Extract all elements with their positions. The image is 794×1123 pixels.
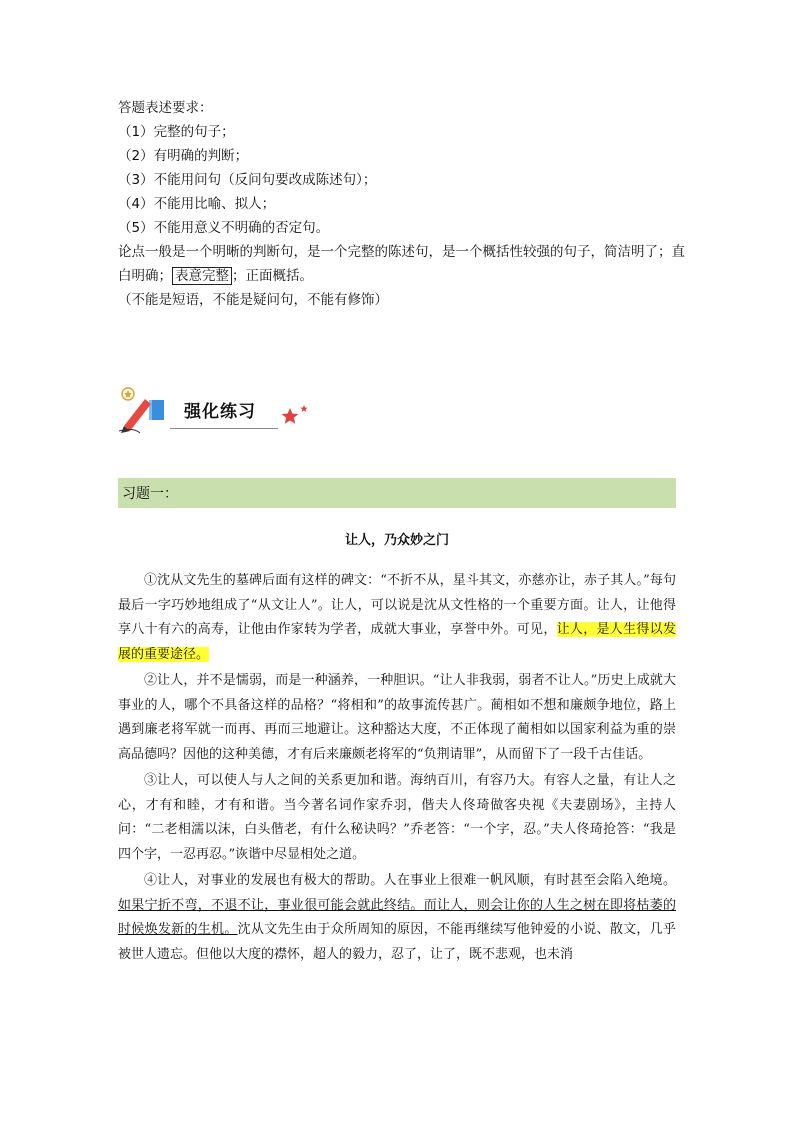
section-title: 强化练习 (184, 402, 256, 422)
p1-highlight: 让人，是人生得以发展的重要途径。 (118, 622, 676, 662)
requirements-heading: 答题表述要求： (118, 100, 213, 116)
p4-underlined: 如果宁折不弯，不退不让，事业很可能会就此终结。而让人，则会让你的人生之树在即将枯萎的时候焕发新的生机。 (118, 897, 676, 937)
article-body (118, 569, 676, 969)
summary-boxed-term: 表意完整 (172, 267, 232, 285)
requirement-item-5: （5）不能用意义不明确的否定句。 (118, 220, 330, 236)
answer-requirements (118, 96, 688, 312)
exercise-label: 习题一： (122, 486, 178, 502)
article-title: 让人，乃众妙之门 (344, 533, 449, 548)
article-paragraph-2: ②让人，并不是懦弱，而是一种涵养，一种胆识。“让人非我弱，弱者不让人。”历史上成就大事业的人，哪个不具备这样的品格？“将相和”的故事流传甚广。蔺相如不想和廉颇争地位，路上遇到廉老将军就一而再、再而三地避让。这种豁达大度，不正体现了蔺相如以国家利益为重的崇高品德吗？因他的这种美德，才有后来廉颇老将军的“负荆请罪”，从而留下了一段千古佳话。 (118, 673, 676, 762)
article-paragraph-3: ③让人，可以使人与人之间的关系更加和谐。海纳百川，有容乃大。有容人之量，有让人之心，才有和睦，才有和谐。当今著名词作家乔羽，偕夫人佟琦做客央视《夫妻剧场》，主持人问：“二老相濡以沫，白头偕老，有什么秘诀吗？”乔老答：“一个字，忍。”夫人佟琦抢答：“我是四个字，一忍再忍。”诙谐中尽显相处之道。 (118, 773, 676, 862)
section-heading (118, 385, 338, 435)
p4-text-a: ④让人，对事业的发展也有极大的帮助。人在事业上很难一帆风顺，有时甚至会陷入绝境。 (144, 873, 676, 888)
heading-underline (170, 428, 278, 429)
article-paragraph-1 (118, 569, 676, 667)
requirements-note: （不能是短语，不能是疑问句，不能有修饰） (118, 292, 388, 308)
requirement-item-2: （2）有明确的判断； (118, 148, 249, 164)
article-paragraph-4 (118, 869, 676, 967)
exercise-banner (118, 478, 676, 508)
requirement-item-3: （3）不能用问句（反问句要改成陈述句）； (118, 172, 377, 188)
pencil-icon (118, 385, 178, 435)
p4-text-b: 沈从文先生由于众所周知的原因，不能再继续写他钟爱的小说、散文，几乎被世人遗忘。但他以大度的襟怀，超人的毅力，忍了，让了，既不悲观，也未消 (118, 922, 676, 962)
p1-text: ①沈从文先生的墓碑后面有这样的碑文：“不折不从，星斗其文，亦慈亦让，赤子其人。”每句最后一字巧妙地组成了“从文让人”。让人，可以说是沈从文性格的一个重要方面。让人，让他得享八十有六的高寿，让他由作家转为学者，成就大事业，享誉中外。可见， (118, 573, 676, 637)
summary-part-1: 论点一般是一个明晰的判断句，是一个完整的陈述句，是一个概括性较强的句子，简洁明了；直白明确； (118, 244, 685, 284)
summary-part-2: ；正面概括。 (232, 268, 313, 284)
requirement-item-4: （4）不能用比喻、拟人； (118, 196, 276, 212)
requirement-item-1: （1）完整的句子； (118, 124, 235, 140)
requirements-summary (118, 240, 688, 288)
star-decoration-icon (280, 403, 320, 433)
